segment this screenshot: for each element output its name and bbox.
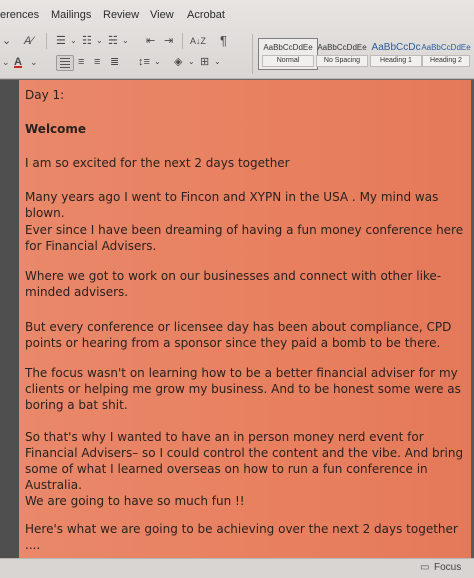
paragraph[interactable]: So that's why I wanted to have an in person money nerd event for Financial Advisers– so I could control the content and the vibe. And bring some of what I learned overseas on how to run a fun conference in Australia. xyxy=(25,430,464,492)
style-preview: AaBbCcDc xyxy=(371,42,421,53)
clear-formatting-icon[interactable]: A⁄ xyxy=(24,35,34,47)
sort-icon[interactable]: A↓Z xyxy=(190,36,207,46)
tab-review[interactable]: Review xyxy=(103,9,140,21)
chevron-down-icon[interactable]: ⌄ xyxy=(2,35,12,47)
multilevel-list-icon[interactable]: ☵ xyxy=(108,35,118,47)
style-heading-1[interactable] xyxy=(366,38,426,70)
chevron-down-icon[interactable]: ⌄ xyxy=(96,36,103,45)
formatting-row-1 xyxy=(0,33,260,51)
style-label: No Spacing xyxy=(316,55,368,67)
style-heading-2[interactable] xyxy=(418,38,474,70)
style-no-spacing[interactable] xyxy=(312,38,372,70)
paragraph[interactable]: Day 1: xyxy=(25,88,65,102)
chevron-down-icon[interactable]: ⌄ xyxy=(30,57,38,67)
style-preview: AaBbCcDdEe xyxy=(421,43,471,52)
paragraph[interactable]: Here's what we are going to be achieving over the next 2 days together .... xyxy=(25,522,458,552)
justify-icon[interactable]: ≣ xyxy=(110,56,120,68)
pilcrow-icon[interactable]: ¶ xyxy=(220,33,227,48)
decrease-indent-icon[interactable]: ⇤ xyxy=(146,35,156,47)
numbered-list-icon[interactable]: ☷ xyxy=(82,35,92,47)
tab-mailings[interactable]: Mailings xyxy=(51,9,92,21)
formatting-row-2 xyxy=(0,54,260,72)
focus-button[interactable]: Focus xyxy=(434,562,462,573)
paragraph[interactable]: Where we got to work on our businesses and connect with other like-minded advisers. xyxy=(25,269,442,299)
divider xyxy=(252,34,253,74)
divider xyxy=(46,33,47,49)
tab-view[interactable]: View xyxy=(150,9,174,21)
paragraph[interactable]: But every conference or licensee day has been about compliance, CPD points or hearing from a sponsor since they paid a bomb to be there. xyxy=(25,320,452,350)
shading-icon[interactable]: ◈ xyxy=(174,56,183,68)
document-page[interactable] xyxy=(19,80,471,558)
chevron-down-icon[interactable]: ⌄ xyxy=(154,57,161,66)
ribbon-tabs xyxy=(0,9,474,27)
paragraph[interactable]: The focus wasn't on learning how to be a better financial adviser for my clients or helping me grow my business. And to be honest some were as boring a bat shit. xyxy=(25,366,461,412)
focus-icon[interactable]: ▭ xyxy=(420,562,430,573)
paragraph[interactable]: I am so excited for the next 2 days together xyxy=(25,156,290,170)
style-label: Heading 2 xyxy=(422,55,470,67)
borders-icon[interactable]: ⊞ xyxy=(200,56,210,68)
tab-acrobat[interactable]: Acrobat xyxy=(187,9,225,21)
style-preview: AaBbCcDdEe xyxy=(317,43,367,52)
align-left-button[interactable] xyxy=(56,55,74,71)
increase-indent-icon[interactable]: ⇥ xyxy=(164,35,174,47)
status-bar xyxy=(0,558,474,578)
line-spacing-icon[interactable]: ↕≡ xyxy=(138,56,150,68)
bullet-list-icon[interactable]: ☰ xyxy=(56,35,66,47)
paragraph[interactable]: Many years ago I went to Fincon and XYPN in the USA . My mind was blown. xyxy=(25,190,439,220)
chevron-down-icon[interactable]: ⌄ xyxy=(70,36,77,45)
left-margin xyxy=(0,80,19,558)
align-right-icon[interactable]: ≡ xyxy=(94,56,101,68)
paragraph[interactable]: We are going to have so much fun !! xyxy=(25,494,245,508)
align-left-icon xyxy=(60,58,70,68)
style-label: Normal xyxy=(262,55,314,67)
chevron-down-icon[interactable]: ⌄ xyxy=(214,57,221,66)
style-label: Heading 1 xyxy=(370,55,422,67)
style-preview: AaBbCcDdEe xyxy=(263,43,313,52)
tab-references[interactable]: erences xyxy=(0,9,40,21)
chevron-down-icon[interactable]: ⌄ xyxy=(188,57,195,66)
font-color-icon[interactable]: A xyxy=(14,56,22,68)
paragraph[interactable]: Ever since I have been dreaming of having a fun money conference here for Financial Advisers. xyxy=(25,223,464,253)
chevron-down-icon[interactable]: ⌄ xyxy=(2,57,10,67)
chevron-down-icon[interactable]: ⌄ xyxy=(122,36,129,45)
paragraph-heading[interactable]: Welcome xyxy=(25,122,87,136)
ribbon xyxy=(0,0,474,79)
divider xyxy=(182,33,183,49)
style-normal[interactable] xyxy=(258,38,318,70)
align-center-icon[interactable]: ≡ xyxy=(78,56,85,68)
